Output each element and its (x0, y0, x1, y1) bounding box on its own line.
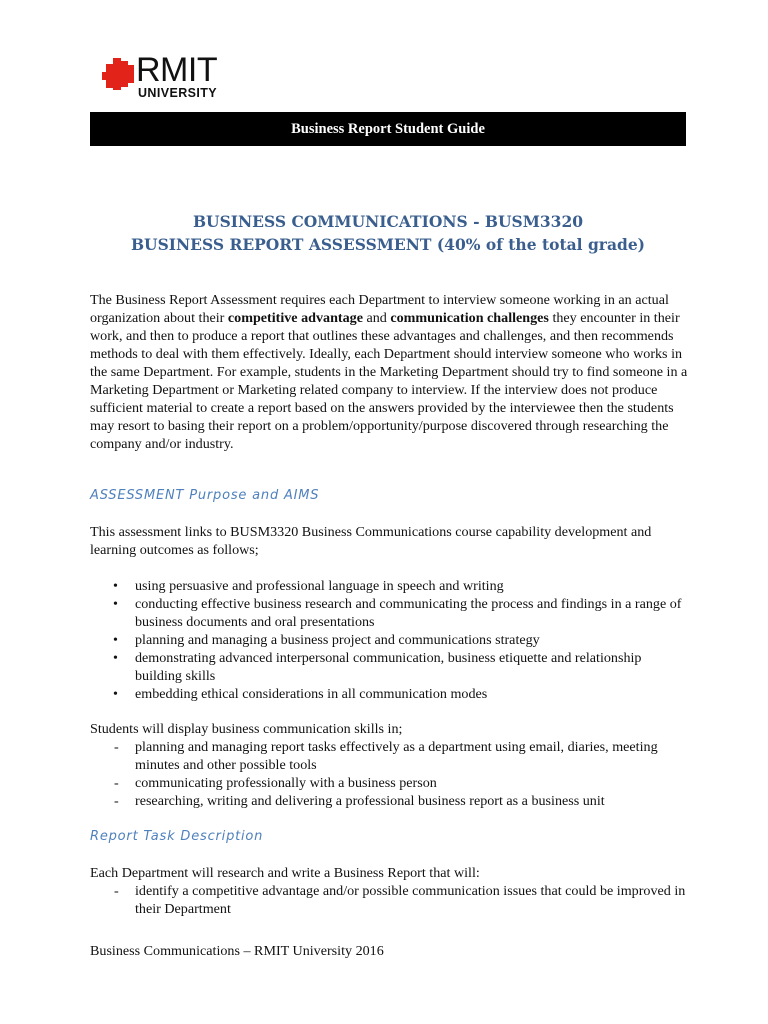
list-item-text: planning and managing a business project and communications strategy (135, 632, 540, 648)
section2-intro: Each Department will research and write a Business Report that will: (90, 865, 480, 881)
list-item (90, 882, 690, 918)
intro-text-3: they encounter in their work, and then to produce a report that outlines these advantages and challenges, and then recommends methods to deal with them effectively. Ideally, each Department should interview someone who works in the same Department. For example, students in the Marketing Department should try to find someone in a Marketing Department or Marketing related company to interview. If the interview does not produce sufficient material to create a report based on the answers provided by the interviewee then the students may resort to basing their report on a problem/opportunity/purpose discovered through researching the company and/or industry. (90, 310, 688, 452)
bullet-marker: • (113, 596, 118, 612)
dash-marker: - (114, 775, 119, 791)
document-title-line2: BUSINESS REPORT ASSESSMENT (40% of the total grade) (130, 235, 646, 254)
section-heading-report-task: Report Task Description (90, 829, 264, 844)
list-item-text: conducting effective business research and communicating the process and findings in a range of business documents and oral presentations (135, 596, 682, 630)
report-task-list (90, 882, 690, 918)
list-item (90, 738, 690, 774)
intro-text-2: and (362, 310, 391, 326)
intro-bold-communication-challenges: communication challenges (390, 310, 549, 326)
banner-label: Business Report Student Guide (291, 120, 485, 137)
bullet-marker: • (113, 686, 118, 702)
dash-marker: - (114, 883, 119, 899)
skills-list (90, 738, 690, 810)
list-item-text: using persuasive and professional language in speech and writing (135, 578, 504, 594)
bullet-marker: • (113, 578, 118, 594)
section-heading-assessment: ASSESSMENT Purpose and AIMS (90, 488, 320, 503)
header-banner (90, 112, 686, 146)
logo-subtitle: UNIVERSITY (138, 86, 218, 100)
intro-paragraph (90, 291, 690, 453)
list-item-text: researching, writing and delivering a professional business report as a business unit (135, 793, 605, 809)
bullet-marker: • (113, 650, 118, 666)
section1-intro: This assessment links to BUSM3320 Business Communications course capability development and learning outcomes as follows; (90, 524, 652, 558)
list-item (90, 595, 690, 631)
intro-text-1: The Business Report Assessment requires each Department to interview someone working in an actual organization about their (90, 292, 669, 326)
document-title-line1: BUSINESS COMMUNICATIONS - BUSM3320 (192, 212, 584, 231)
dash-marker: - (114, 793, 119, 809)
outcomes-list (90, 577, 690, 703)
skills-intro: Students will display business communication skills in; (90, 721, 403, 737)
dash-marker: - (114, 739, 119, 755)
list-item-text: identify a competitive advantage and/or possible communication issues that could be improved in their Department (135, 883, 686, 917)
intro-bold-competitive-advantage: competitive advantage (227, 310, 363, 326)
bullet-marker: • (113, 632, 118, 648)
list-item-text: planning and managing report tasks effectively as a department using email, diaries, meeting minutes and other possible tools (135, 739, 658, 773)
list-item (90, 774, 690, 792)
list-item (90, 792, 690, 810)
list-item-text: communicating professionally with a business person (135, 775, 437, 791)
logo-wordmark: RMIT (136, 51, 218, 89)
rmit-pixel-mark-icon (102, 58, 136, 90)
list-item-text: demonstrating advanced interpersonal communication, business etiquette and relationship building skills (135, 650, 642, 684)
page-footer: Business Communications – RMIT University 2016 (90, 943, 384, 959)
list-item-text: embedding ethical considerations in all communication modes (135, 686, 488, 702)
list-item (90, 631, 690, 649)
list-item (90, 577, 690, 595)
rmit-logo (102, 51, 242, 104)
list-item (90, 649, 690, 685)
list-item (90, 685, 690, 703)
